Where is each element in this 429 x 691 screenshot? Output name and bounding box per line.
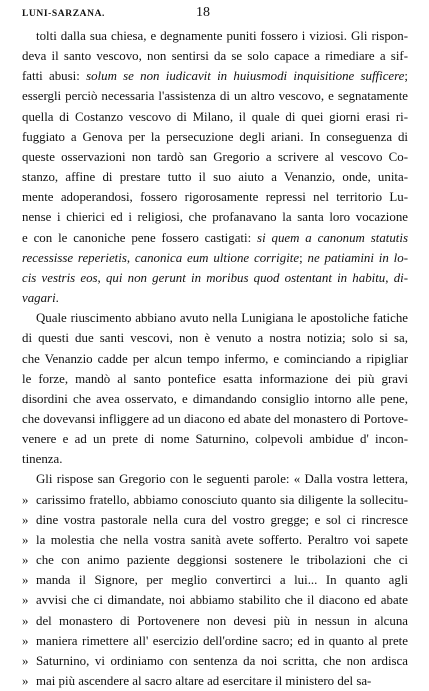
latin-quote: solum se non iudicavit in huiusmodi inquisitione sufficere xyxy=(86,69,405,84)
text-line xyxy=(22,590,408,610)
text-run: la molestia che nella vostra sanità avete sofferto. Peraltro voi sapete xyxy=(36,532,408,547)
text-run: stanzo, affine di prestare tutto il suo aiuto a Venanzio, onde, unita- xyxy=(22,170,408,185)
text-line xyxy=(22,167,408,187)
latin-quote: canonica eum ultione corrigite xyxy=(134,250,300,265)
text-line xyxy=(22,510,408,530)
latin-quote: di- xyxy=(393,270,409,285)
quote-mark: » xyxy=(22,633,29,648)
text-line xyxy=(22,66,408,86)
quote-mark: » xyxy=(22,553,29,568)
text-line xyxy=(22,46,408,66)
text-run: fatti abusi: xyxy=(22,69,87,84)
text-run: manda il Signore, per meglio convertirci a lui... In quanto agli xyxy=(36,573,408,588)
text-line xyxy=(22,469,408,489)
text-line xyxy=(22,86,408,106)
text-run: , xyxy=(385,270,394,285)
text-run: . xyxy=(55,291,59,306)
paragraph xyxy=(22,26,408,308)
quote-mark: » xyxy=(22,653,29,668)
text-line xyxy=(22,127,408,147)
text-line xyxy=(22,449,408,469)
text-run: di questi due santi vescovi, non è venuto a nostra notizia; solo si sa, xyxy=(22,331,408,346)
text-run: mente adoperandosi, fossero rigorosamente repressi nel territorio Lu- xyxy=(22,190,408,205)
text-run: quella di Costanzo vescovo di Milano, il quale di quei giorni erasi ri- xyxy=(22,109,408,124)
text-run: tolti dalla sua chiesa, e degnamente puniti fossero i viziosi. Gli rispon- xyxy=(36,29,408,43)
text-run: dine vostra pastorale nella cura del vostro gregge; e sol ci rincresce xyxy=(36,512,408,527)
text-run: ; xyxy=(404,69,408,84)
body-text xyxy=(22,26,408,691)
text-run: deva il santo vescovo, non sentirsi da se solo capace a rimediare a sif- xyxy=(22,49,408,64)
text-line xyxy=(22,530,408,550)
quote-mark: » xyxy=(22,613,29,628)
text-line xyxy=(22,308,408,328)
text-run: maniera rimettere all' esercizio dell'ordine sacro; ed in quanto al prete xyxy=(36,633,408,648)
text-line xyxy=(22,107,408,127)
text-run: mai più ascendere al sacro altare ad esercitare il ministero del sa- xyxy=(36,674,372,688)
text-line xyxy=(22,147,408,167)
latin-quote: si quem a canonum statutis xyxy=(257,230,408,245)
text-line xyxy=(22,490,408,510)
text-run: e con le canoniche pene fossero castigati: xyxy=(22,230,258,245)
text-line xyxy=(22,570,408,590)
quote-mark: » xyxy=(22,532,29,547)
text-run: che Venanzio cadde per alcun tempo infermo, e cominciando a ripigliar xyxy=(22,351,408,366)
text-run: , xyxy=(97,270,106,285)
quote-mark: » xyxy=(22,593,29,608)
text-line xyxy=(22,248,408,268)
latin-quote: recessisse reperietis xyxy=(22,250,127,265)
text-line xyxy=(22,288,408,308)
text-line xyxy=(22,389,408,409)
running-head: LUNI-SARZANA. xyxy=(22,9,106,19)
paragraph xyxy=(22,469,408,691)
page-number: 18 xyxy=(196,5,210,20)
text-run: ; xyxy=(299,250,308,265)
text-line xyxy=(22,631,408,651)
text-run: avvisi che ci dimandate, noi abbiamo stabilito che il diacono ed abate xyxy=(36,593,408,608)
text-run: , xyxy=(126,250,135,265)
text-line xyxy=(22,651,408,671)
text-line xyxy=(22,671,408,691)
text-line xyxy=(22,268,408,288)
text-line xyxy=(22,328,408,348)
text-run: tinenza. xyxy=(22,452,63,467)
text-line xyxy=(22,207,408,227)
text-run: Gli rispose san Gregorio con le seguenti parole: « Dalla vostra lettera, xyxy=(36,472,408,487)
text-line xyxy=(22,429,408,449)
quote-mark: » xyxy=(22,512,29,527)
text-line xyxy=(22,228,408,248)
text-run: disordini che avea osservato, e dimandando consiglio intorno alle pene, xyxy=(22,391,408,406)
text-run: nense i chierici ed i religiosi, che profanavano la santa loro vocazione xyxy=(22,210,408,225)
text-run: queste osservazioni non tardò san Gregorio a scrivere al vescovo Co- xyxy=(22,149,408,164)
text-line xyxy=(22,611,408,631)
text-line xyxy=(22,349,408,369)
text-run: le forze, mandò al santo pontefice esatta informazione dei più gravi xyxy=(22,371,408,386)
text-run: che con animo paziente deggionsi sostenere le tribolazioni che ci xyxy=(36,553,408,568)
latin-quote: ne patiamini in lo- xyxy=(307,250,408,265)
latin-quote: qui non gerunt in moribus quod ostentant in habitu xyxy=(105,270,386,285)
quote-mark: » xyxy=(22,674,29,688)
text-line xyxy=(22,187,408,207)
text-run: fuggiato a Genova per la persecuzione degli ariani. In conseguenza di xyxy=(22,129,408,144)
latin-quote: vagari xyxy=(22,291,56,306)
text-run: essergli perciò necessaria l'assistenza di un altro vescovo, e segnatamente xyxy=(22,89,408,104)
text-line xyxy=(22,409,408,429)
text-run: carissimo fratello, abbiamo conosciuto quanto sia diligente la sollecitu- xyxy=(36,492,408,507)
text-line xyxy=(22,26,408,46)
text-line xyxy=(22,369,408,389)
page-header xyxy=(22,4,408,24)
latin-quote: cis vestris eos xyxy=(22,270,98,285)
quote-mark: » xyxy=(22,492,29,507)
text-run: venere e ad un prete di nome Saturnino, colpevoli ambidue d' incon- xyxy=(22,432,408,447)
text-run: che dovevansi infliggere ad un diacono ed abate del monastero di Portove- xyxy=(22,411,408,426)
quote-mark: » xyxy=(22,573,29,588)
text-line xyxy=(22,550,408,570)
paragraph xyxy=(22,308,408,469)
text-run: del monastero di Portovenere non devesi più in nessun in alcuna xyxy=(36,613,408,628)
text-run: Quale riuscimento abbiano avuto nella Lunigiana le apostoliche fatiche xyxy=(36,311,408,326)
text-run: Saturnino, vi ordiniamo con sentenza da noi scritta, che non ardisca xyxy=(36,653,408,668)
